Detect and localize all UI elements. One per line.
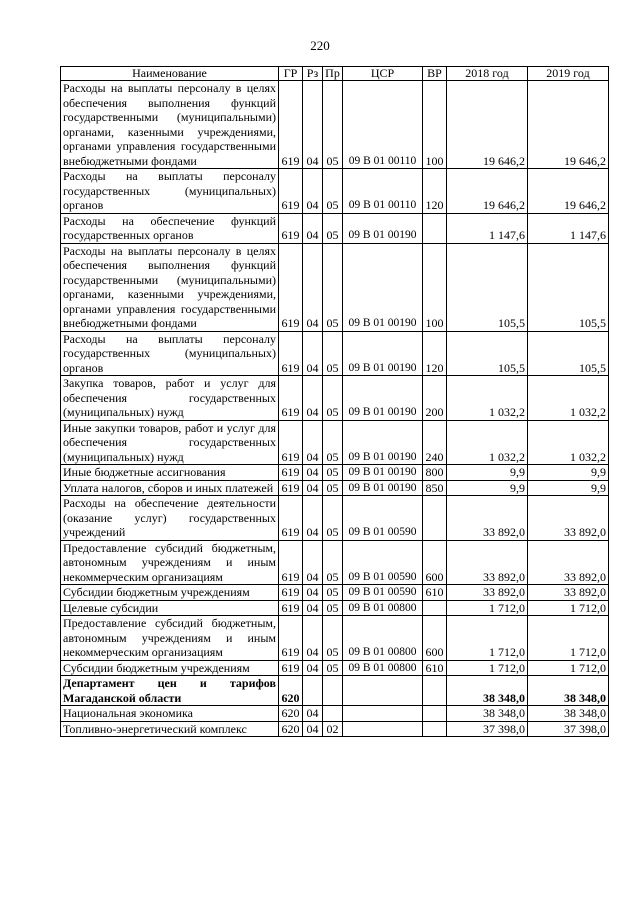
row-2018: 105,5 — [447, 243, 528, 331]
row-csr: 09 В 01 00190 — [343, 480, 423, 496]
row-csr: 09 В 01 00590 — [343, 585, 423, 601]
row-rz: 04 — [303, 420, 323, 465]
row-2019: 1 032,2 — [528, 376, 609, 421]
row-2019: 38 348,0 — [528, 706, 609, 722]
row-2018: 9,9 — [447, 480, 528, 496]
table-row — [61, 465, 609, 481]
row-name: Предоставление субсидий бюджетным, автономным учреждениям и иным некоммерческим организациям — [61, 616, 279, 661]
row-name: Расходы на выплаты персоналу в целях обеспечения выполнения функций государственными (муниципальными) органами, казенными учреждениями, органами управления государственными внебюджетными фондами — [61, 81, 279, 169]
row-vr — [423, 706, 447, 722]
header-2018: 2018 год — [447, 67, 528, 81]
row-2018: 33 892,0 — [447, 585, 528, 601]
row-gr: 619 — [279, 243, 303, 331]
row-2019: 19 646,2 — [528, 169, 609, 214]
row-gr: 619 — [279, 331, 303, 376]
row-2018: 1 032,2 — [447, 420, 528, 465]
table-row — [61, 376, 609, 421]
page-number: 220 — [310, 38, 330, 53]
row-gr: 619 — [279, 213, 303, 243]
table-header-row — [61, 67, 609, 81]
table-row — [61, 660, 609, 676]
table-row — [61, 616, 609, 661]
row-pr: 05 — [323, 480, 343, 496]
row-vr — [423, 600, 447, 616]
row-pr: 05 — [323, 243, 343, 331]
row-csr — [343, 721, 423, 737]
row-rz: 04 — [303, 721, 323, 737]
row-csr: 09 В 01 00190 — [343, 331, 423, 376]
row-2019: 33 892,0 — [528, 540, 609, 585]
row-csr: 09 В 01 00800 — [343, 616, 423, 661]
table-row — [61, 480, 609, 496]
row-name: Департамент цен и тарифов Магаданской области — [61, 676, 279, 706]
row-vr: 600 — [423, 540, 447, 585]
table-row — [61, 585, 609, 601]
row-name: Расходы на выплаты персоналу государственных (муниципальных) органов — [61, 169, 279, 214]
row-name: Предоставление субсидий бюджетным, автономным учреждениям и иным некоммерческим организациям — [61, 540, 279, 585]
row-vr: 240 — [423, 420, 447, 465]
row-vr: 120 — [423, 169, 447, 214]
row-vr: 610 — [423, 660, 447, 676]
row-2019: 38 348,0 — [528, 676, 609, 706]
table-row — [61, 81, 609, 169]
row-vr: 850 — [423, 480, 447, 496]
row-2018: 1 712,0 — [447, 616, 528, 661]
row-csr: 09 В 01 00190 — [343, 243, 423, 331]
table-row — [61, 721, 609, 737]
row-name: Уплата налогов, сборов и иных платежей — [61, 480, 279, 496]
row-csr: 09 В 01 00190 — [343, 376, 423, 421]
row-rz: 04 — [303, 496, 323, 541]
table-row — [61, 540, 609, 585]
header-name: Наименование — [61, 67, 279, 81]
row-vr: 100 — [423, 81, 447, 169]
row-pr: 05 — [323, 376, 343, 421]
row-gr: 620 — [279, 706, 303, 722]
row-rz: 04 — [303, 213, 323, 243]
row-2019: 1 712,0 — [528, 600, 609, 616]
header-rz: Рз — [303, 67, 323, 81]
row-vr — [423, 676, 447, 706]
row-rz: 04 — [303, 243, 323, 331]
row-csr: 09 В 01 00110 — [343, 169, 423, 214]
row-pr: 05 — [323, 660, 343, 676]
row-pr — [323, 706, 343, 722]
row-name: Расходы на выплаты персоналу в целях обеспечения выполнения функций государственными (муниципальными) органами, казенными учреждениями, органами управления государственными внебюджетными фондами — [61, 243, 279, 331]
table-row — [61, 331, 609, 376]
row-2018: 1 032,2 — [447, 376, 528, 421]
row-gr: 620 — [279, 721, 303, 737]
budget-table — [60, 66, 609, 737]
row-rz: 04 — [303, 540, 323, 585]
header-vr: ВР — [423, 67, 447, 81]
row-pr — [323, 676, 343, 706]
row-2019: 33 892,0 — [528, 585, 609, 601]
row-2018: 9,9 — [447, 465, 528, 481]
row-rz — [303, 676, 323, 706]
row-csr — [343, 676, 423, 706]
row-2019: 1 147,6 — [528, 213, 609, 243]
row-vr: 600 — [423, 616, 447, 661]
row-pr: 05 — [323, 616, 343, 661]
row-csr: 09 В 01 00800 — [343, 600, 423, 616]
row-2018: 37 398,0 — [447, 721, 528, 737]
row-2019: 37 398,0 — [528, 721, 609, 737]
row-rz: 04 — [303, 600, 323, 616]
row-2018: 19 646,2 — [447, 169, 528, 214]
row-name: Иные бюджетные ассигнования — [61, 465, 279, 481]
row-pr: 05 — [323, 496, 343, 541]
row-2019: 9,9 — [528, 465, 609, 481]
row-csr: 09 В 01 00190 — [343, 465, 423, 481]
row-gr: 619 — [279, 585, 303, 601]
row-gr: 619 — [279, 420, 303, 465]
row-pr: 05 — [323, 420, 343, 465]
row-rz: 04 — [303, 169, 323, 214]
row-gr: 619 — [279, 600, 303, 616]
row-2018: 33 892,0 — [447, 496, 528, 541]
row-2019: 33 892,0 — [528, 496, 609, 541]
table-row — [61, 600, 609, 616]
table-row — [61, 676, 609, 706]
row-vr: 200 — [423, 376, 447, 421]
row-rz: 04 — [303, 81, 323, 169]
row-2019: 1 712,0 — [528, 616, 609, 661]
row-2018: 38 348,0 — [447, 706, 528, 722]
row-rz: 04 — [303, 376, 323, 421]
row-vr: 800 — [423, 465, 447, 481]
header-gr: ГР — [279, 67, 303, 81]
row-rz: 04 — [303, 465, 323, 481]
row-name: Иные закупки товаров, работ и услуг для обеспечения государственных (муниципальных) нужд — [61, 420, 279, 465]
row-pr: 05 — [323, 213, 343, 243]
row-rz: 04 — [303, 331, 323, 376]
row-vr: 120 — [423, 331, 447, 376]
row-gr: 619 — [279, 540, 303, 585]
row-vr: 100 — [423, 243, 447, 331]
table-row — [61, 706, 609, 722]
row-rz: 04 — [303, 480, 323, 496]
row-2019: 105,5 — [528, 331, 609, 376]
row-name: Закупка товаров, работ и услуг для обеспечения государственных (муниципальных) нужд — [61, 376, 279, 421]
row-pr: 02 — [323, 721, 343, 737]
row-csr: 09 В 01 00800 — [343, 660, 423, 676]
row-pr: 05 — [323, 465, 343, 481]
row-csr: 09 В 01 00190 — [343, 420, 423, 465]
row-2019: 9,9 — [528, 480, 609, 496]
row-vr — [423, 721, 447, 737]
row-gr: 619 — [279, 496, 303, 541]
table-row — [61, 213, 609, 243]
row-pr: 05 — [323, 81, 343, 169]
row-2019: 1 712,0 — [528, 660, 609, 676]
row-name: Расходы на обеспечение деятельности (оказание услуг) государственных учреждений — [61, 496, 279, 541]
row-csr — [343, 706, 423, 722]
row-gr: 619 — [279, 376, 303, 421]
row-pr: 05 — [323, 585, 343, 601]
row-2018: 33 892,0 — [447, 540, 528, 585]
header-pr: Пр — [323, 67, 343, 81]
row-pr: 05 — [323, 540, 343, 585]
row-pr: 05 — [323, 600, 343, 616]
row-name: Топливно-энергетический комплекс — [61, 721, 279, 737]
row-name: Субсидии бюджетным учреждениям — [61, 660, 279, 676]
row-csr: 09 В 01 00590 — [343, 540, 423, 585]
row-pr: 05 — [323, 169, 343, 214]
row-rz: 04 — [303, 616, 323, 661]
row-2018: 105,5 — [447, 331, 528, 376]
row-name: Субсидии бюджетным учреждениям — [61, 585, 279, 601]
row-csr: 09 В 01 00590 — [343, 496, 423, 541]
row-vr: 610 — [423, 585, 447, 601]
row-2019: 105,5 — [528, 243, 609, 331]
table-row — [61, 169, 609, 214]
row-2019: 19 646,2 — [528, 81, 609, 169]
row-2018: 38 348,0 — [447, 676, 528, 706]
row-gr: 619 — [279, 169, 303, 214]
table-row — [61, 496, 609, 541]
row-2018: 1 712,0 — [447, 600, 528, 616]
table-row — [61, 243, 609, 331]
row-2018: 1 147,6 — [447, 213, 528, 243]
table-row — [61, 420, 609, 465]
row-gr: 619 — [279, 465, 303, 481]
row-gr: 619 — [279, 480, 303, 496]
row-2019: 1 032,2 — [528, 420, 609, 465]
header-2019: 2019 год — [528, 67, 609, 81]
row-vr — [423, 213, 447, 243]
row-name: Целевые субсидии — [61, 600, 279, 616]
row-gr: 619 — [279, 81, 303, 169]
row-name: Национальная экономика — [61, 706, 279, 722]
row-name: Расходы на обеспечение функций государственных органов — [61, 213, 279, 243]
row-vr — [423, 496, 447, 541]
row-csr: 09 В 01 00190 — [343, 213, 423, 243]
row-rz: 04 — [303, 660, 323, 676]
row-rz: 04 — [303, 706, 323, 722]
row-csr: 09 В 01 00110 — [343, 81, 423, 169]
row-rz: 04 — [303, 585, 323, 601]
row-2018: 1 712,0 — [447, 660, 528, 676]
row-gr: 619 — [279, 660, 303, 676]
row-gr: 620 — [279, 676, 303, 706]
row-gr: 619 — [279, 616, 303, 661]
row-pr: 05 — [323, 331, 343, 376]
row-name: Расходы на выплаты персоналу государственных (муниципальных) органов — [61, 331, 279, 376]
header-csr: ЦСР — [343, 67, 423, 81]
row-2018: 19 646,2 — [447, 81, 528, 169]
